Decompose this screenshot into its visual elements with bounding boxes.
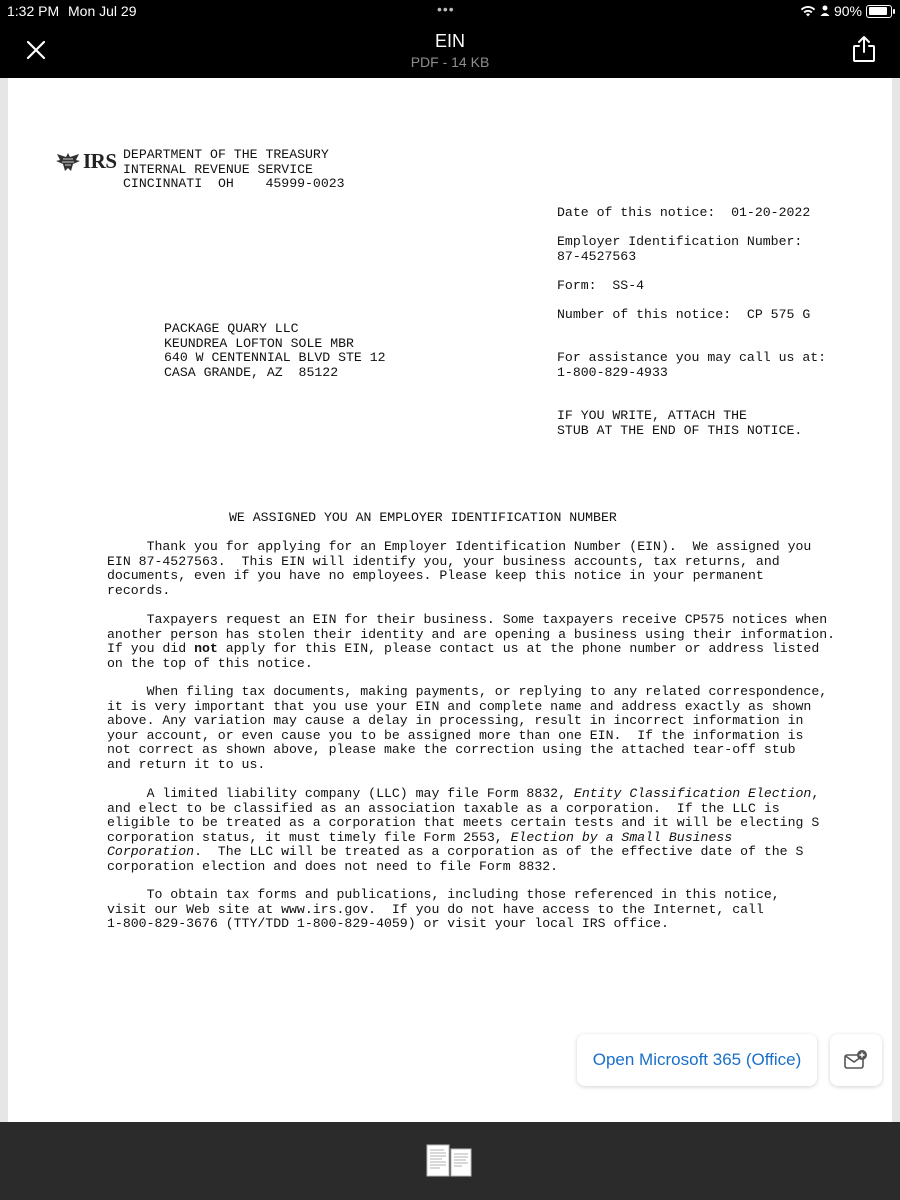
document-header (0, 24, 900, 78)
paragraph-line: Taxpayers request an EIN for their business. Some taxpayers receive CP575 notices when (107, 612, 828, 627)
recipient-line: 640 W CENTENNIAL BLVD STE 12 (164, 350, 386, 365)
italic-form-title: Election by a Small Business (510, 829, 733, 845)
paragraph-line: and elect to be classified as an association taxable as a corporation. If the LLC is (107, 800, 780, 816)
paragraph-line (107, 845, 819, 860)
mail-add-icon (843, 1049, 869, 1071)
paragraph-line: your account, or even cause you to be assigned more than one EIN. If the information is (107, 727, 804, 743)
paragraph-line: visit our Web site at www.irs.gov. If you do not have access to the Internet, call (107, 901, 764, 917)
battery-percent: 90% (833, 3, 862, 19)
paragraph-3 (107, 685, 827, 772)
multitasking-dots-icon[interactable]: ••• (437, 1, 455, 17)
pdf-page (8, 78, 892, 1122)
paragraph-line: To obtain tax forms and publications, including those referenced in this notice, (107, 887, 780, 902)
paragraph-line (107, 787, 819, 802)
recipient-line: KEUNDREA LOFTON SOLE MBR (164, 335, 354, 351)
italic-form-title: Corporation (107, 844, 195, 859)
assistance-phone: 1-800-829-4933 (557, 365, 668, 380)
status-time: 1:32 PM (7, 3, 60, 19)
paragraph-line (107, 642, 835, 657)
notice-heading: WE ASSIGNED YOU AN EMPLOYER IDENTIFICATION NUMBER (229, 510, 617, 525)
pdf-viewer[interactable] (0, 78, 900, 1122)
paragraph-line: and return it to us. (107, 756, 266, 772)
text-span: . The LLC will be treated as a corporation as of the effective date of the S (194, 844, 804, 859)
irs-logo (55, 149, 117, 174)
paragraph-line: records. (107, 582, 171, 598)
paragraph-line: 1-800-829-3676 (TTY/TDD 1-800-829-4059) or visit your local IRS office. (107, 916, 669, 931)
paragraph-line: not correct as shown above, please make the correction using the attached tear-off stub (107, 742, 796, 757)
battery-icon (866, 5, 892, 18)
irs-logo-text: IRS (83, 149, 117, 173)
paragraph-line: EIN 87-4527563. This EIN will identify you, your business accounts, tax returns, and (107, 553, 780, 569)
sender-line: CINCINNATI OH 45999-0023 (123, 176, 345, 191)
document-subtitle: PDF - 14 KB (410, 54, 490, 70)
status-date: Mon Jul 29 (68, 3, 137, 19)
paragraph-line: Thank you for applying for an Employer Identification Number (EIN). We assigned you (107, 539, 812, 554)
paragraph-line: above. Any variation may cause a delay in processing, result in incorrect information in (107, 713, 804, 728)
irs-eagle-icon (55, 151, 81, 173)
text-span: , (811, 786, 820, 801)
paragraph-line: When filing tax documents, making payments, or replying to any related correspondence, (107, 684, 828, 699)
sender-address (123, 148, 345, 192)
paragraph-line: eligible to be treated as a corporation that meets certain tests and it will be electing S (107, 815, 820, 830)
recipient-line: PACKAGE QUARY LLC (164, 321, 299, 336)
write-note (557, 409, 802, 438)
recipient-address (164, 322, 386, 380)
share-icon[interactable] (850, 34, 878, 64)
paragraph-line (107, 831, 819, 846)
bold-not: not (194, 641, 218, 656)
ein-label: Employer Identification Number: (557, 234, 803, 249)
person-icon (820, 5, 830, 17)
paragraph-line: on the top of this notice. (107, 655, 313, 671)
paragraph-line: documents, even if you have no employees. Please keep this notice in your permanent (107, 568, 764, 583)
wifi-icon (800, 5, 816, 17)
text-span: apply for this EIN, please contact us at the phone number or address listed (217, 641, 820, 656)
sender-line: INTERNAL REVENUE SERVICE (123, 161, 313, 177)
page-thumbnails-icon[interactable] (426, 1144, 472, 1178)
status-right (800, 3, 892, 19)
paragraph-1 (107, 540, 811, 598)
paragraph-2 (107, 613, 835, 671)
document-title: EIN (434, 31, 465, 51)
text-span: corporation status, it must timely file Form 2553, (107, 829, 511, 845)
paragraph-line: another person has stolen their identity and are opening a business using their information. (107, 626, 836, 642)
form-type: Form: SS-4 (557, 278, 645, 293)
status-bar (0, 0, 900, 24)
write-note-line: STUB AT THE END OF THIS NOTICE. (557, 422, 803, 438)
mail-add-button[interactable] (830, 1034, 882, 1086)
italic-form-title: Entity Classification Election (573, 786, 812, 801)
text-span: A limited liability company (LLC) may file Form 8832, (107, 786, 574, 801)
paragraph-line: it is very important that you use your EIN and complete name and address exactly as shown (107, 698, 812, 714)
text-span: If you did (107, 641, 195, 656)
sender-line: DEPARTMENT OF THE TREASURY (123, 147, 329, 162)
bottom-toolbar (0, 1122, 900, 1200)
ein-value: 87-4527563 (557, 249, 637, 264)
write-note-line: IF YOU WRITE, ATTACH THE (557, 408, 747, 423)
paragraph-line: corporation election and does not need to file Form 8832. (107, 858, 559, 874)
assistance-label: For assistance you may call us at: (557, 350, 827, 365)
paragraph-5 (107, 888, 780, 932)
notice-date: Date of this notice: 01-20-2022 (557, 205, 811, 220)
notice-number: Number of this notice: CP 575 G (557, 307, 811, 322)
recipient-line: CASA GRANDE, AZ 85122 (164, 364, 339, 380)
paragraph-4 (107, 787, 819, 874)
open-office-button[interactable]: Open Microsoft 365 (Office) (577, 1034, 817, 1086)
